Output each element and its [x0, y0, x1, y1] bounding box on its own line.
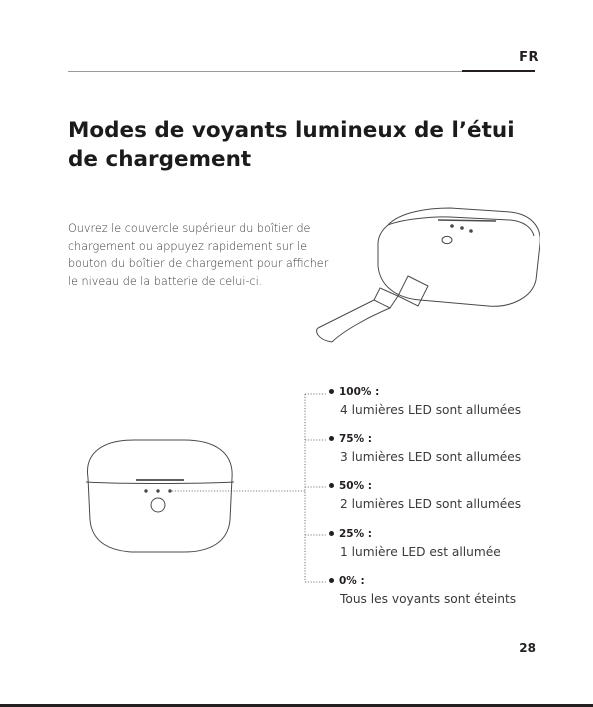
battery-level-75	[329, 433, 521, 464]
battery-level-100	[329, 386, 521, 417]
level-label: 0% :	[339, 575, 365, 587]
page-number: 28	[519, 641, 536, 655]
charging-case-cable-illustration	[310, 200, 540, 350]
battery-level-25	[329, 528, 501, 559]
header-divider-accent	[462, 70, 535, 72]
bullet-icon	[329, 389, 334, 394]
level-description: 2 lumières LED sont allumées	[340, 497, 522, 511]
intro-paragraph: Ouvrez le couvercle supérieur du boîtier de chargement ou appuyez rapidement sur le bouton du boîtier de chargement pour afficher le niveau de la batterie de celui-ci.	[68, 222, 329, 288]
level-label: 25% :	[339, 528, 372, 540]
led-leader-lines	[170, 385, 340, 585]
bullet-icon	[329, 436, 334, 441]
level-label: 100% :	[339, 386, 380, 398]
level-label: 75% :	[339, 433, 372, 445]
battery-level-50	[329, 480, 521, 511]
bullet-icon	[329, 578, 334, 583]
bullet-icon	[329, 483, 334, 488]
language-code: FR	[519, 50, 539, 65]
header-divider	[68, 71, 462, 72]
level-description: Tous les voyants sont éteints	[340, 592, 517, 606]
level-description: 4 lumières LED sont allumées	[340, 403, 522, 417]
page-title: Modes de voyants lumineux de l’étui de chargement	[68, 118, 515, 172]
level-label: 50% :	[339, 480, 372, 492]
level-description: 1 lumière LED est allumée	[340, 545, 501, 559]
level-description: 3 lumières LED sont allumées	[340, 450, 522, 464]
battery-level-0	[329, 575, 516, 606]
bullet-icon	[329, 531, 334, 536]
